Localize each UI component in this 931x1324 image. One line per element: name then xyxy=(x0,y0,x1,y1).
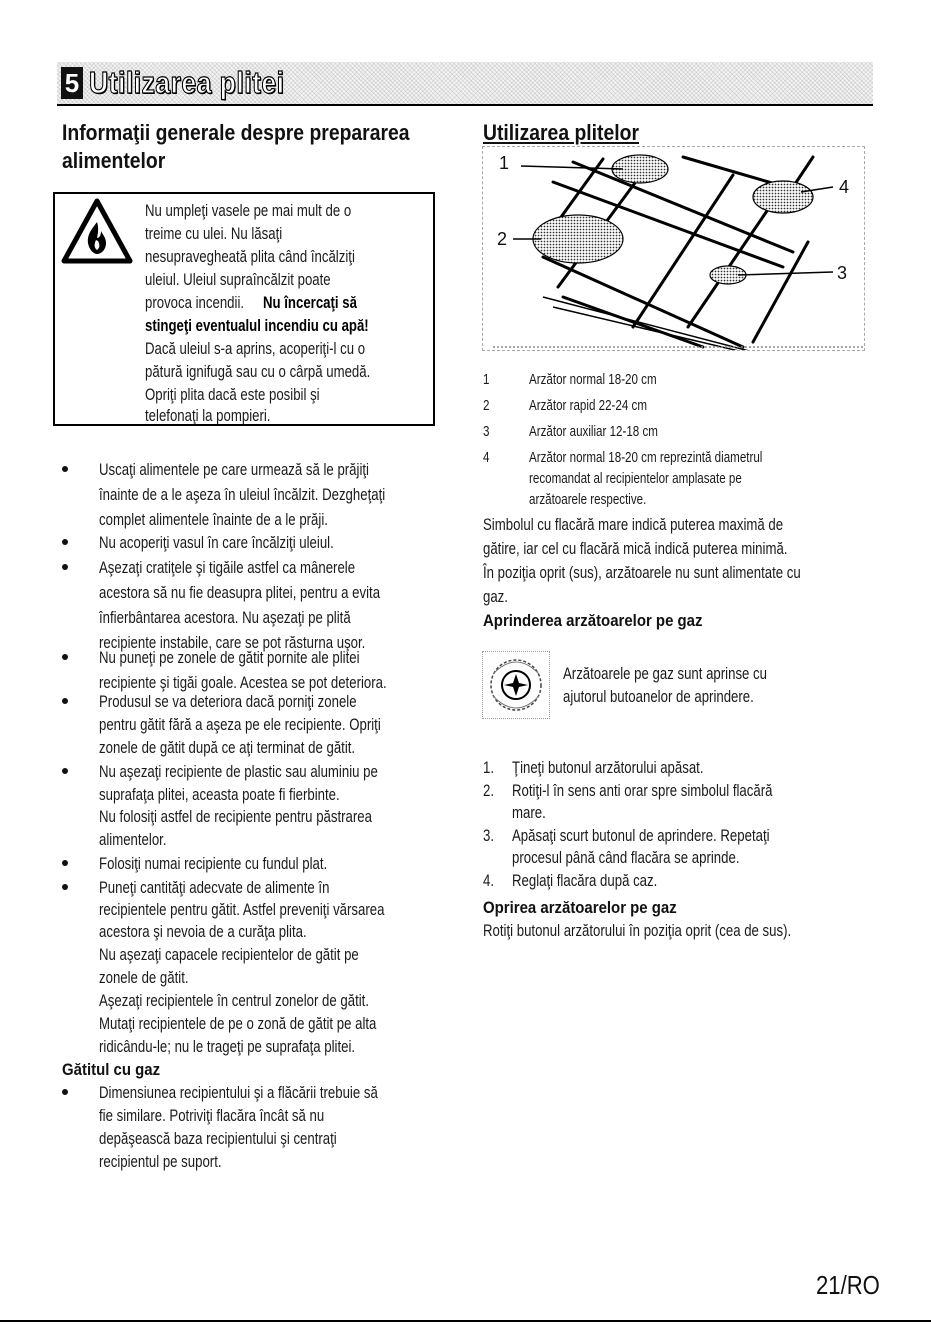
hob-diagram xyxy=(482,146,865,351)
bullet-line: Nu aşezaţi capacele recipientelor de gătit pe xyxy=(99,946,359,964)
bullet-line: recipiente instabile, care se pot răsturna uşor. xyxy=(99,634,366,652)
section-number: 5 xyxy=(61,67,83,99)
step-number: 1. xyxy=(483,759,495,777)
ignition-note: Arzătoarele pe gaz sunt aprinse cu xyxy=(563,665,767,683)
symbol-line: În poziţia oprit (sus), arzătoarele nu sunt alimentate cu xyxy=(483,564,801,582)
bullet-line: pentru gătit fără a aşeza pe ele recipiente. Opriţi xyxy=(99,716,381,734)
bullet-line: Puneţi cantităţi adecvate de alimente în xyxy=(99,879,330,897)
step-number: 4. xyxy=(483,872,495,890)
warning-line: provoca incendii. xyxy=(145,294,245,312)
legend-text: Arzător normal 18-20 cm xyxy=(529,372,657,388)
legend-text: arzătoarele respective. xyxy=(529,492,647,508)
fire-warning-icon xyxy=(61,198,133,264)
bullet-dot xyxy=(62,698,68,704)
bullet-line: zonele de gătit. xyxy=(99,969,189,987)
step-number: 3. xyxy=(483,827,495,845)
burner-normal-icon xyxy=(753,181,813,213)
step-text: Apăsaţi scurt butonul de aprindere. Repetaţi xyxy=(512,827,770,845)
gas-line: fie similare. Potriviţi flacăra încât să nu xyxy=(99,1107,325,1125)
bullet-line: înfierbântarea acestora. Nu aşezaţi pe plită xyxy=(99,609,351,627)
warning-line: uleiul. Uleiul supraîncălzit poate xyxy=(145,271,331,289)
bullet-line: zonele de gătit după ce aţi terminat de gătit. xyxy=(99,739,356,757)
left-heading-line2: alimentelor xyxy=(62,148,166,173)
bullet-line: Nu aşezaţi recipiente de plastic sau aluminiu pe xyxy=(99,763,378,781)
bullet-dot xyxy=(62,654,68,660)
burner-rapid-icon xyxy=(533,215,623,263)
warning-line: Nu umpleţi vasele pe mai mult de o xyxy=(145,202,352,220)
legend-number: 2 xyxy=(483,398,490,414)
hob-drawing xyxy=(483,147,864,350)
callout-label: 2 xyxy=(497,229,508,249)
bullet-dot xyxy=(62,539,68,545)
gas-line: Dimensiunea recipientului şi a flăcării trebuie să xyxy=(99,1084,378,1102)
symbol-line: Simbolul cu flacără mare indică puterea maximă de xyxy=(483,516,784,534)
step-text: Reglaţi flacăra după caz. xyxy=(512,872,658,890)
legend-text: Arzător rapid 22-24 cm xyxy=(529,398,647,414)
bullet-dot xyxy=(62,1089,68,1095)
symbol-line: gătire, iar cel cu flacără mică indică puterea minimă. xyxy=(483,540,788,558)
bullet-dot xyxy=(62,768,68,774)
step-text: Rotiţi-l în sens anti orar spre simbolul flacără xyxy=(512,782,773,800)
off-heading: Oprirea arzătoarelor pe gaz xyxy=(483,898,677,917)
step-text: Ţineţi butonul arzătorului apăsat. xyxy=(512,759,704,777)
gas-line: recipientul pe suport. xyxy=(99,1153,222,1171)
bullet-line: alimentelor. xyxy=(99,831,167,849)
bullet-line: înainte de a le aşeza în uleiul încălzit. Dezgheţaţi xyxy=(99,486,386,504)
page-number: 21/RO xyxy=(816,1270,880,1300)
ignition-note: ajutorul butoanelor de aprindere. xyxy=(563,688,754,706)
warning-line: Dacă uleiul s-a aprins, acoperiţi-l cu o xyxy=(145,340,366,358)
step-number: 2. xyxy=(483,782,495,800)
warning-line-bold: stingeţi eventualul incendiu cu apă! xyxy=(145,317,369,335)
warning-line: telefonaţi la pompieri. xyxy=(145,407,271,425)
bullet-line: recipiente şi tigăi goale. Acestea se pot deteriora. xyxy=(99,674,387,692)
gas-cooking-heading: Gătitul cu gaz xyxy=(62,1060,161,1079)
callout-label: 1 xyxy=(499,153,510,173)
bullet-line: Nu folosiţi astfel de recipiente pentru păstrarea xyxy=(99,808,372,826)
bullet-line: acestora să nu fie deasupra plitei, pentru a evita xyxy=(99,584,381,602)
legend-number: 1 xyxy=(483,372,490,388)
section-title: Utilizarea plitei xyxy=(89,65,285,100)
callout-label: 3 xyxy=(837,263,848,283)
off-text: Rotiţi butonul arzătorului în poziţia oprit (cea de sus). xyxy=(483,922,792,940)
legend-text: Arzător auxiliar 12-18 cm xyxy=(529,424,658,440)
symbol-line: gaz. xyxy=(483,588,508,606)
bullet-line: Uscaţi alimentele pe care urmează să le prăjiţi xyxy=(99,461,369,479)
warning-line-bold: Nu încercaţi să xyxy=(263,294,357,312)
bullet-line: Aşezaţi recipientele în centrul zonelor de gătit. xyxy=(99,992,370,1010)
legend-number: 4 xyxy=(483,450,490,466)
bullet-line: Produsul se va deteriora dacă porniţi zonele xyxy=(99,693,357,711)
step-text: mare. xyxy=(512,804,546,822)
bullet-dot xyxy=(62,466,68,472)
bullet-line: Mutaţi recipientele de pe o zonă de gătit pe alta xyxy=(99,1015,377,1033)
bullet-line: Aşezaţi cratiţele şi tigăile astfel ca mânerele xyxy=(99,559,356,577)
section-header xyxy=(57,62,873,106)
bullet-dot xyxy=(62,884,68,890)
ignition-spark-icon xyxy=(483,652,549,718)
ignition-heading: Aprinderea arzătoarelor pe gaz xyxy=(483,611,703,630)
legend-text: recomandat al recipientelor amplasate pe xyxy=(529,471,742,487)
bullet-dot xyxy=(62,860,68,866)
bullet-line: ridicându-le; nu le trageţi pe suprafaţa plitei. xyxy=(99,1038,356,1056)
bullet-line: recipientele pentru gătit. Astfel preveniţi vărsarea xyxy=(99,901,385,919)
warning-box xyxy=(53,192,435,426)
gas-line: depăşească baza recipientului şi centraţi xyxy=(99,1130,337,1148)
callout-label: 4 xyxy=(839,177,850,197)
warning-line: Opriţi plita dacă este posibil şi xyxy=(145,386,320,404)
legend-number: 3 xyxy=(483,424,490,440)
bullet-line: Folosiţi numai recipiente cu fundul plat. xyxy=(99,855,328,873)
warning-line: nesupravegheată plita când încălziţi xyxy=(145,248,355,266)
bullet-line: complet alimentele înainte de a le prăji. xyxy=(99,511,328,529)
ignition-figure xyxy=(482,651,550,719)
bullet-line: acestora şi nevoia de a curăţa plita. xyxy=(99,923,307,941)
bullet-line: suprafaţa plitei, aceasta poate fi fierbinte. xyxy=(99,786,340,804)
bullet-dot xyxy=(62,564,68,570)
legend-text: Arzător normal 18-20 cm reprezintă diametrul xyxy=(529,450,763,466)
bullet-line: Nu acoperiţi vasul în care încălziţi uleiul. xyxy=(99,534,334,552)
footer-rule xyxy=(0,1320,931,1322)
right-heading: Utilizarea plitelor xyxy=(483,120,640,145)
warning-line: pătură ignifugă sau cu o cârpă umedă. xyxy=(145,363,371,381)
warning-line: treime cu ulei. Nu lăsaţi xyxy=(145,225,283,243)
left-heading-line1: Informaţii generale despre prepararea xyxy=(62,120,410,145)
bullet-line: Nu puneţi pe zonele de gătit pornite ale plitei xyxy=(99,649,360,667)
step-text: procesul până când flacăra se aprinde. xyxy=(512,849,740,867)
